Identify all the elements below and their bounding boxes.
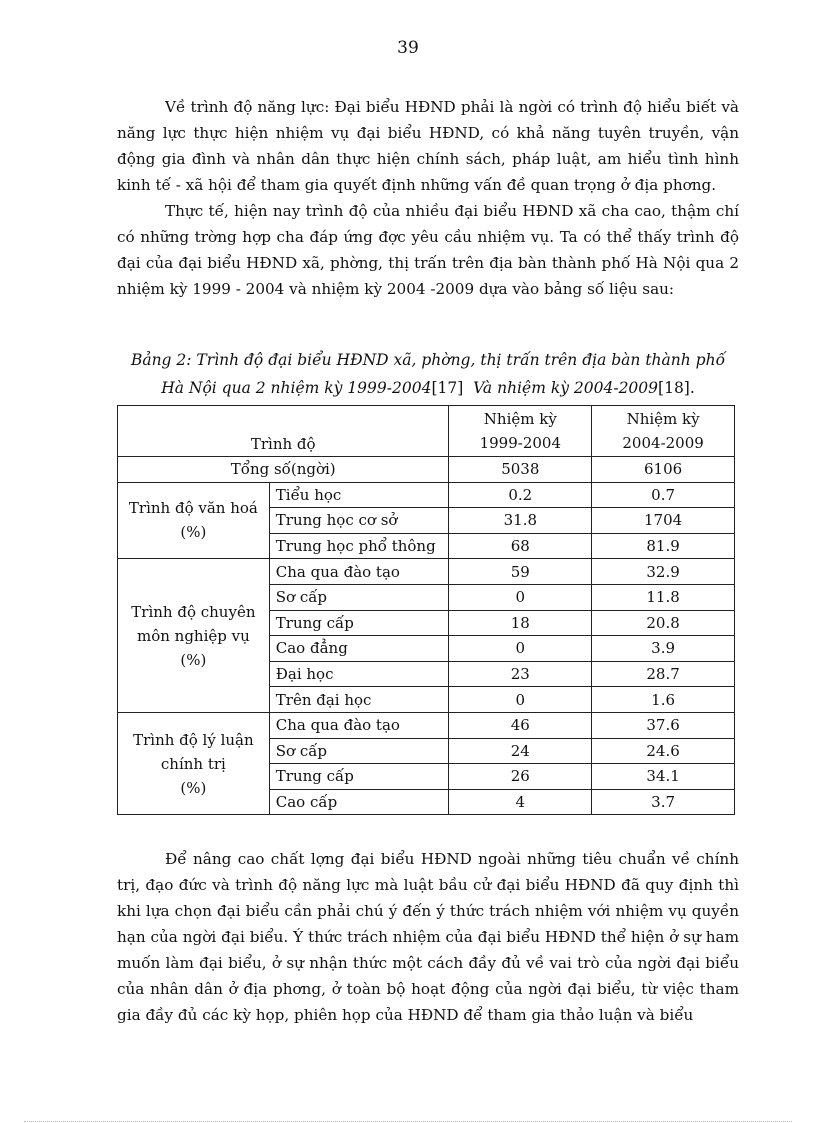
- value-2004: 0.7: [592, 482, 735, 508]
- table-row: [118, 482, 735, 508]
- row-label: Sơ cấp: [269, 738, 449, 764]
- value-1999: 0: [449, 584, 592, 610]
- group-label: Trình độ văn hoá: [128, 499, 258, 518]
- value-2004: 1704: [592, 508, 735, 534]
- page-number: 39: [397, 38, 419, 58]
- value-2004: 3.9: [592, 636, 735, 662]
- value-2004: 28.7: [592, 661, 735, 687]
- table-row: [118, 712, 735, 738]
- row-label: Tiểu học: [269, 482, 449, 508]
- value-1999: 0: [449, 687, 592, 713]
- caption-ref-18: [18].: [658, 379, 695, 397]
- value-1999: 46: [449, 712, 592, 738]
- value-1999: 0: [449, 636, 592, 662]
- total-2004: 6106: [592, 457, 735, 483]
- group-unit: (%): [180, 778, 207, 797]
- header-term-years: 2004-2009: [622, 434, 704, 452]
- table-header-row: [118, 406, 735, 457]
- header-level: Trình độ: [118, 406, 449, 457]
- row-label: Cha qua đào tạo: [269, 712, 449, 738]
- value-2004: 81.9: [592, 533, 735, 559]
- value-1999: 24: [449, 738, 592, 764]
- row-label: Trung cấp: [269, 610, 449, 636]
- footer-rule: [24, 1121, 792, 1122]
- group-unit: (%): [180, 523, 207, 542]
- row-label: Trên đại học: [269, 687, 449, 713]
- value-2004: 34.1: [592, 764, 735, 790]
- value-1999: 31.8: [449, 508, 592, 534]
- value-2004: 11.8: [592, 584, 735, 610]
- group-political-theory: [118, 712, 270, 814]
- group-label: môn nghiệp vụ: [136, 626, 250, 645]
- total-1999: 5038: [449, 457, 592, 483]
- value-2004: 20.8: [592, 610, 735, 636]
- caption-term2: Và nhiệm kỳ 2004-2009: [473, 379, 659, 397]
- header-term-label: Nhiệm kỳ: [626, 410, 700, 428]
- header-term-years: 1999-2004: [479, 434, 562, 452]
- paragraph-responsibility: Để nâng cao chất lợng đại biểu HĐND ngoài những tiêu chuẩn về chính trị, đạo đức và trình độ năng lực mà luật bầu cử đại biểu HĐND đã quy định thì khi lựa chọn đại biểu cần phải chú ý đến ý thức trách nhiệm với nhiệm vụ quyền hạn của ngời đại biểu. Ý thức trách nhiệm của đại biểu HĐND thể hiện ở sự ham muốn làm đại biểu, ở sự nhận thức một cách đầy đủ về vai trò của ngời đại biểu của nhân dân ở địa phơng, ở toàn bộ hoạt động của ngời đại biểu, từ việc tham gia đầy đủ các kỳ họp, phiên họp của HĐND để tham gia thảo luận và biểu: [117, 850, 739, 1024]
- qualification-table: [117, 405, 735, 815]
- value-2004: 37.6: [592, 712, 735, 738]
- group-unit: (%): [180, 650, 207, 669]
- row-label: Sơ cấp: [269, 584, 449, 610]
- header-term-2004: [592, 406, 735, 457]
- value-2004: 32.9: [592, 559, 735, 585]
- row-label: Đại học: [269, 661, 449, 687]
- value-1999: 26: [449, 764, 592, 790]
- caption-ref-17: [17]: [431, 379, 464, 397]
- header-term-label: Nhiệm kỳ: [483, 410, 557, 428]
- value-1999: 18: [449, 610, 592, 636]
- total-label: Tổng số(ngời): [118, 457, 449, 483]
- group-label: Trình độ chuyên: [131, 602, 256, 621]
- row-label: Trung cấp: [269, 764, 449, 790]
- row-label: Trung học cơ sở: [269, 508, 449, 534]
- group-label: chính trị: [160, 754, 226, 773]
- value-2004: 3.7: [592, 789, 735, 815]
- value-1999: 4: [449, 789, 592, 815]
- row-label: Cao đẳng: [269, 636, 449, 662]
- table-caption: [117, 346, 739, 402]
- group-general-education: [118, 482, 270, 559]
- row-label: Cao cấp: [269, 789, 449, 815]
- paragraph-competence: Về trình độ năng lực: Đại biểu HĐND phải là ngời có trình độ hiểu biết và năng lực thực hiện nhiệm vụ đại biểu HĐND, có khả năng tuyên truyền, vận động gia đình và nhân dân thực hiện chính sách, pháp luật, am hiểu tình hình kinh tế - xã hội để tham gia quyết định những vấn đề quan trọng ở địa phơng.: [117, 98, 739, 194]
- value-2004: 1.6: [592, 687, 735, 713]
- paragraph-reality: Thực tế, hiện nay trình độ của nhiều đại biểu HĐND xã cha cao, thậm chí có những trờng hợp cha đáp ứng đợc yêu cầu nhiệm vụ. Ta có thể thấy trình độ đại của đại biểu HĐND xã, phờng, thị trấn trên địa bàn thành phố Hà Nội qua 2 nhiệm kỳ 1999 - 2004 và nhiệm kỳ 2004 -2009 dựa vào bảng số liệu sau:: [117, 202, 739, 298]
- caption-term1: Hà Nội qua 2 nhiệm kỳ 1999-2004: [161, 379, 432, 397]
- caption-line-2: [117, 374, 739, 402]
- value-1999: 59: [449, 559, 592, 585]
- header-term-1999: [449, 406, 592, 457]
- group-label: Trình độ lý luận: [133, 730, 254, 749]
- value-1999: 68: [449, 533, 592, 559]
- row-label: Cha qua đào tạo: [269, 559, 449, 585]
- row-label: Trung học phổ thông: [269, 533, 449, 559]
- group-professional: [118, 559, 270, 713]
- value-1999: 23: [449, 661, 592, 687]
- value-2004: 24.6: [592, 738, 735, 764]
- table-row: [118, 559, 735, 585]
- table-row-total: [118, 457, 735, 483]
- caption-line-1: Bảng 2: Trình độ đại biểu HĐND xã, phờng, thị trấn trên địa bàn thành phố: [130, 351, 726, 369]
- value-1999: 0.2: [449, 482, 592, 508]
